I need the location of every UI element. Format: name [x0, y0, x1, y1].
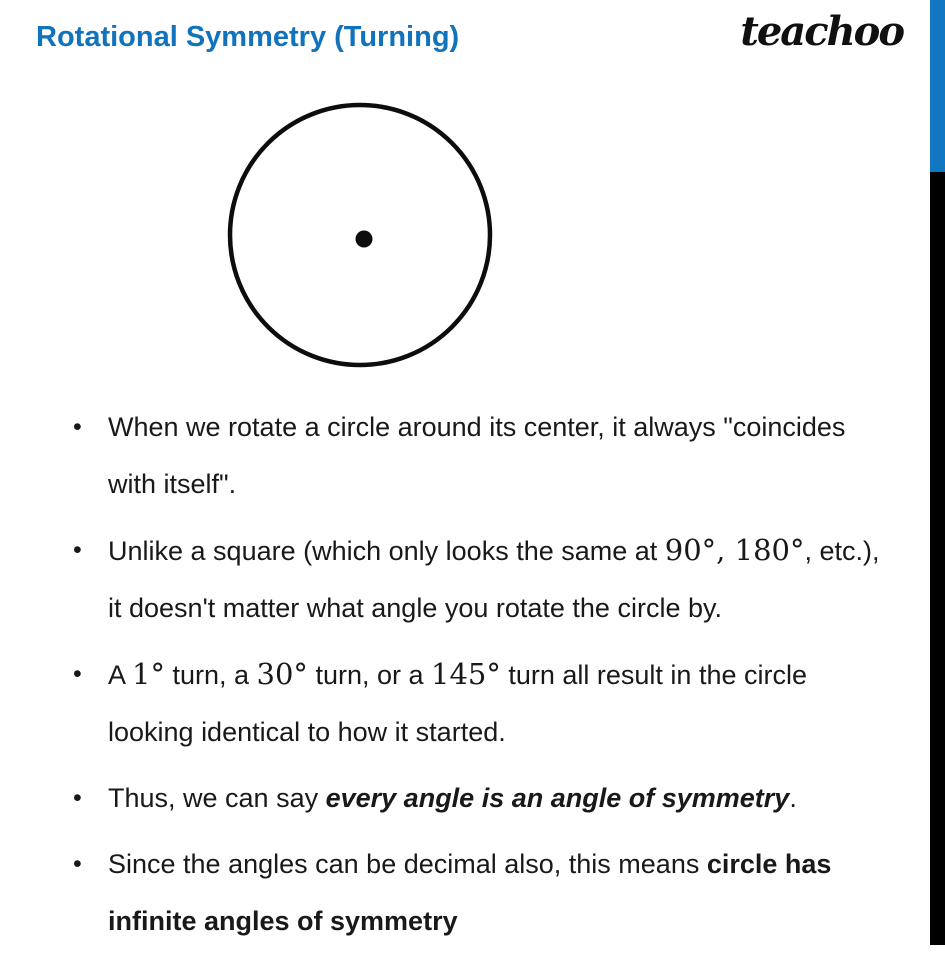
- text-segment: .: [789, 783, 797, 813]
- bullet-item: [60, 399, 935, 513]
- text-segment: with itself".: [108, 469, 237, 499]
- bold-segment: infinite angles of symmetry: [108, 906, 458, 936]
- bullet-marker: •: [73, 413, 82, 441]
- bullet-list: [60, 399, 935, 959]
- page-title: Rotational Symmetry (Turning): [36, 21, 460, 53]
- text-segment: Since the angles can be decimal also, this means: [108, 849, 707, 879]
- text-segment: When we rotate a circle around its center, it always "coincides: [108, 412, 846, 442]
- bullet-item: [60, 646, 935, 761]
- bullet-marker: •: [73, 784, 82, 812]
- bullet-marker: •: [73, 850, 82, 878]
- math-segment: 30°: [256, 657, 308, 691]
- text-segment: , etc.),: [804, 536, 880, 566]
- text-segment: turn, or a: [307, 660, 431, 690]
- bullet-line: [108, 836, 935, 893]
- bold-segment: circle has: [706, 849, 832, 879]
- brand-logo: teachoo: [740, 8, 903, 55]
- text-segment: Thus, we can say: [108, 783, 326, 813]
- text-segment: looking identical to how it started.: [108, 717, 506, 747]
- bullet-item: [60, 522, 935, 637]
- bullet-line: [108, 399, 935, 456]
- math-segment: 1°: [132, 657, 165, 691]
- bullet-marker: •: [73, 536, 82, 564]
- circle-center-dot: [356, 231, 373, 248]
- bullet-item: [60, 836, 935, 950]
- bullet-line: [108, 522, 935, 580]
- bullet-line: [108, 580, 935, 637]
- math-segment: 145°: [431, 657, 501, 691]
- accent-bar-blue: [930, 0, 945, 172]
- bullet-line: [108, 893, 935, 950]
- bullet-line: [108, 770, 935, 827]
- text-segment: it doesn't matter what angle you rotate the circle by.: [108, 593, 722, 623]
- text-segment: turn, a: [164, 660, 257, 690]
- bullet-item: [60, 770, 935, 827]
- bullet-line: [108, 456, 935, 513]
- text-segment: A: [108, 660, 133, 690]
- bullet-line: [108, 646, 935, 704]
- circle-figure: [223, 98, 497, 372]
- bullet-line: [108, 704, 935, 761]
- text-segment: Unlike a square (which only looks the same at: [108, 536, 665, 566]
- math-segment: 90°, 180°: [664, 533, 805, 567]
- bullet-marker: •: [73, 660, 82, 688]
- text-segment: turn all result in the circle: [500, 660, 807, 690]
- emphasis-segment: every angle is an angle of symmetry: [325, 783, 790, 813]
